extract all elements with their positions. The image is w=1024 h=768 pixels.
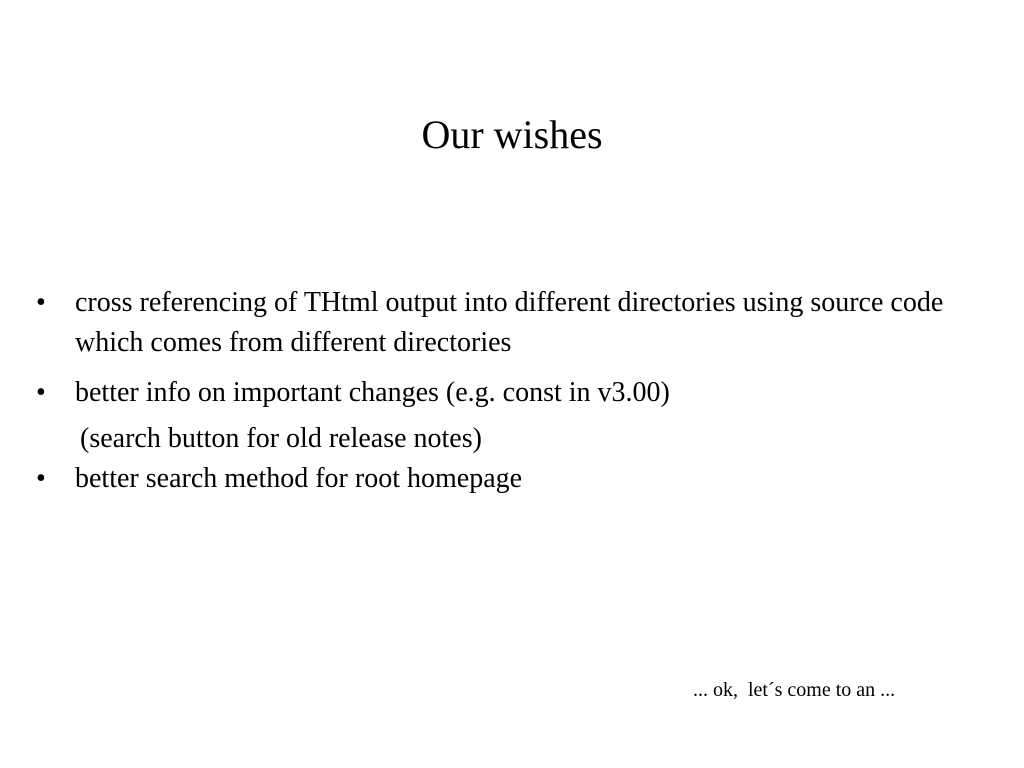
bullet-text: better info on important changes (e.g. const in v3.00) (75, 377, 670, 408)
bullet-item (30, 459, 1000, 499)
slide-title: Our wishes (421, 112, 603, 157)
bullet-item (30, 373, 1000, 413)
bullet-list (30, 283, 1000, 499)
bullet-item (30, 283, 1000, 363)
bullet-marker: • (36, 377, 46, 408)
bullet-continuation: (search button for old release notes) (80, 423, 482, 454)
bullet-marker: • (36, 463, 46, 494)
bullet-text: better search method for root homepage (75, 463, 523, 494)
bullet-marker: • (36, 287, 46, 318)
bullet-text: cross referencing of THtml output into different directories using source code which comes from different directories (75, 287, 944, 358)
slide-footnote: ... ok, let´s come to an ... (693, 679, 896, 701)
